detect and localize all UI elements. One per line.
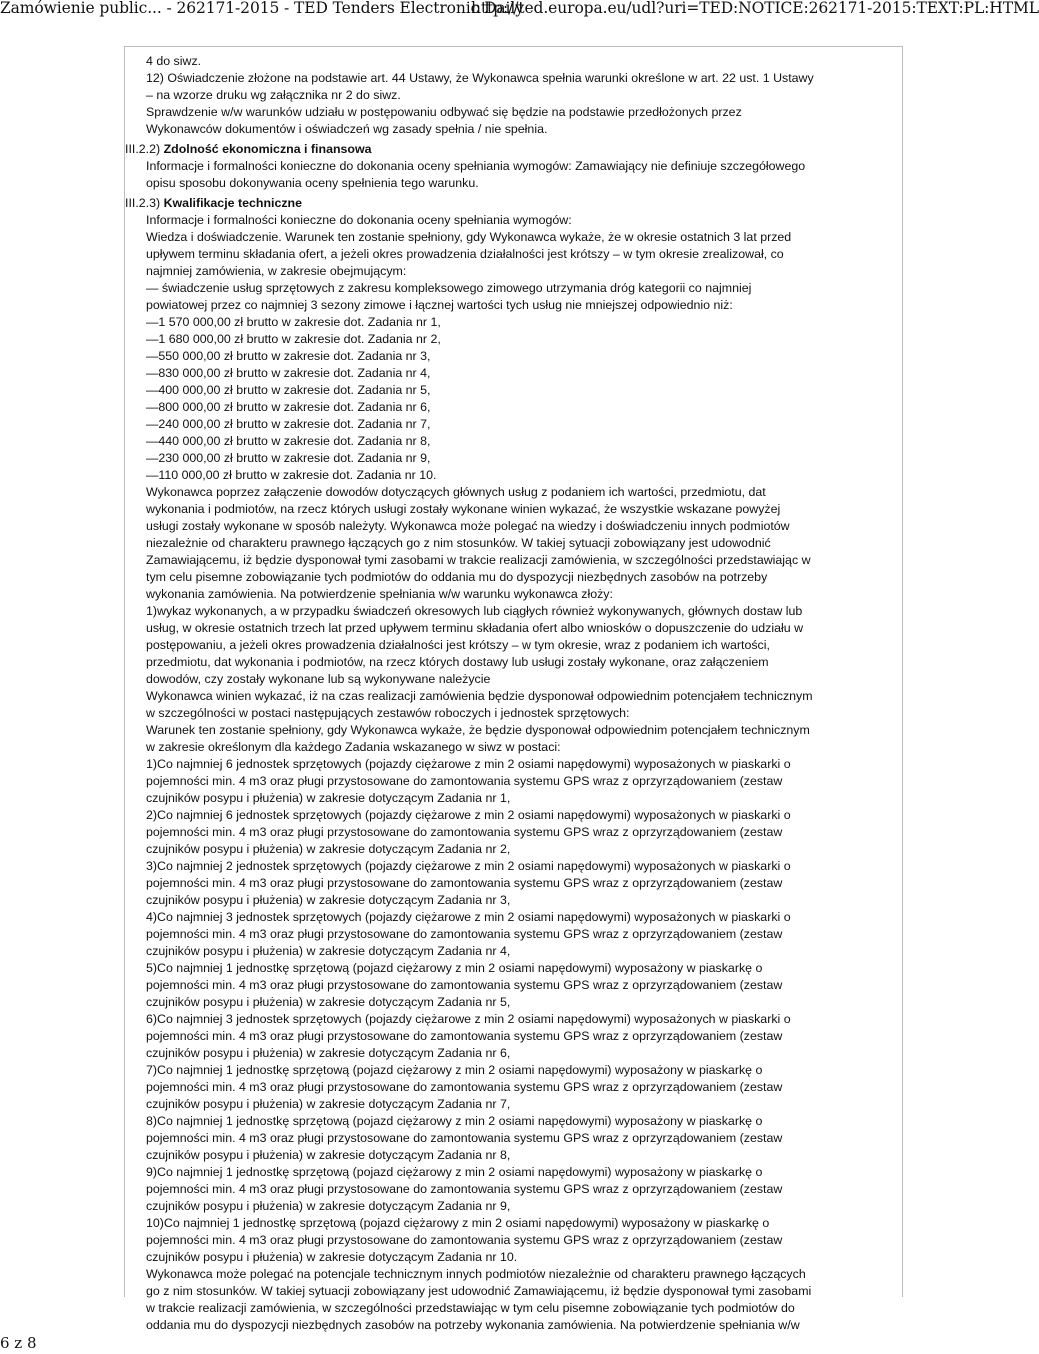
text-line: Sprawdzenie w/w warunków udziału w postępowaniu odbywać się będzie na podstawie przedłożonych przez	[146, 105, 742, 119]
text-line: Informacje i formalności konieczne do dokonania oceny spełniania wymogów:	[146, 213, 572, 227]
section-title: Kwalifikacje techniczne	[163, 196, 303, 210]
text-line: —1 680 000,00 zł brutto w zakresie dot. Zadania nr 2,	[146, 332, 441, 346]
section-prefix: III.2.	[125, 142, 150, 156]
text-line: najmniej zamówienia, w zakresie obejmującym:	[146, 264, 407, 278]
text-line: 4 do siwz.	[146, 54, 202, 68]
text-line: 3)Co najmniej 2 jednostek sprzętowych (pojazdy ciężarowe z min 2 osiami napędowymi) wyposażonych w piaskarki o	[146, 859, 791, 873]
text-line: 12) Oświadczenie złożone na podstawie art. 44 Ustawy, że Wykonawca spełnia warunki określone w art. 22 ust. 1 Ustawy	[146, 71, 814, 85]
section-title: Zdolność ekonomiczna i finansowa	[163, 142, 372, 156]
technical-capacity-text	[146, 212, 886, 1334]
text-line: —440 000,00 zł brutto w zakresie dot. Zadania nr 8,	[146, 434, 431, 448]
text-line: czujników posypu i płużenia) w zakresie dotyczącym Zadania nr 6,	[146, 1046, 511, 1060]
section-number: 2)	[149, 142, 161, 156]
text-line: Informacje i formalności konieczne do dokonania oceny spełniania wymogów: Zamawiający nie definiuje szczegółowego	[146, 159, 806, 173]
section-number: 3)	[149, 196, 161, 210]
text-line: Wykonawców dokumentów i oświadczeń wg zasady spełnia / nie spełnia.	[146, 122, 548, 136]
text-line: 2)Co najmniej 6 jednostek sprzętowych (pojazdy ciężarowe z min 2 osiami napędowymi) wyposażonych w piaskarki o	[146, 808, 791, 822]
text-line: pojemności min. 4 m3 oraz pługi przystosowane do zamontowania systemu GPS wraz z oprzyrządowaniem (zestaw	[146, 774, 783, 788]
text-line: —110 000,00 zł brutto w zakresie dot. Zadania nr 10.	[146, 468, 437, 482]
page-url: http://ted.europa.eu/udl?uri=TED:NOTICE:262171-2015:TEXT:PL:HTML	[471, 0, 1039, 17]
print-header	[0, 0, 1039, 18]
section-prefix: III.2.	[125, 196, 150, 210]
text-line: 5)Co najmniej 1 jednostkę sprzętową (pojazd ciężarowy z min 2 osiami napędowymi) wyposażony w piaskarkę o	[146, 961, 763, 975]
text-line: czujników posypu i płużenia) w zakresie dotyczącym Zadania nr 5,	[146, 995, 511, 1009]
financial-capacity-text	[146, 158, 886, 192]
text-line: 10)Co najmniej 1 jednostkę sprzętową (pojazd ciężarowy z min 2 osiami napędowymi) wyposażony w piaskarkę o	[146, 1216, 770, 1230]
text-line: pojemności min. 4 m3 oraz pługi przystosowane do zamontowania systemu GPS wraz z oprzyrządowaniem (zestaw	[146, 1233, 783, 1247]
text-line: czujników posypu i płużenia) w zakresie dotyczącym Zadania nr 2,	[146, 842, 511, 856]
text-line: pojemności min. 4 m3 oraz pługi przystosowane do zamontowania systemu GPS wraz z oprzyrządowaniem (zestaw	[146, 978, 783, 992]
section-iii-2-3-heading	[125, 195, 885, 212]
text-line: oddania mu do dyspozycji niezbędnych zasobów na potrzeby wykonania zamówienia. Na potwierdzenie spełniania w/w	[146, 1318, 800, 1332]
text-line: 6)Co najmniej 3 jednostek sprzętowych (pojazdy ciężarowe z min 2 osiami napędowymi) wyposażonych w piaskarki o	[146, 1012, 791, 1026]
text-line: —830 000,00 zł brutto w zakresie dot. Zadania nr 4,	[146, 366, 431, 380]
text-line: 1)wykaz wykonanych, a w przypadku świadczeń okresowych lub ciągłych również wykonywanych, głównych dostaw lub	[146, 604, 803, 618]
text-line: czujników posypu i płużenia) w zakresie dotyczącym Zadania nr 9,	[146, 1199, 511, 1213]
text-line: czujników posypu i płużenia) w zakresie dotyczącym Zadania nr 7,	[146, 1097, 511, 1111]
text-line: —1 570 000,00 zł brutto w zakresie dot. Zadania nr 1,	[146, 315, 441, 329]
text-line: czujników posypu i płużenia) w zakresie dotyczącym Zadania nr 8,	[146, 1148, 511, 1162]
text-line: w trakcie realizacji zamówienia, w szczególności przedstawiając w tym celu pisemne zobowiązanie tych podmiotów do	[146, 1301, 795, 1315]
text-line: 7)Co najmniej 1 jednostkę sprzętową (pojazd ciężarowy z min 2 osiami napędowymi) wyposażony w piaskarkę o	[146, 1063, 763, 1077]
text-line: pojemności min. 4 m3 oraz pługi przystosowane do zamontowania systemu GPS wraz z oprzyrządowaniem (zestaw	[146, 1182, 783, 1196]
text-line: usługi zostały wykonane w sposób należyty. Wykonawca może polegać na wiedzy i doświadczeniu innych podmiotów	[146, 519, 790, 533]
text-line: pojemności min. 4 m3 oraz pługi przystosowane do zamontowania systemu GPS wraz z oprzyrządowaniem (zestaw	[146, 1131, 783, 1145]
conditions-text-block	[146, 53, 886, 138]
text-line: Wykonawca może polegać na potencjale technicznym innych podmiotów niezależnie od charakteru prawnego łączących	[146, 1267, 806, 1281]
text-line: wykonania zamówienia. Na potwierdzenie spełniania w/w warunku wykonawca złoży:	[146, 587, 613, 601]
section-iii-2-2-heading	[125, 141, 885, 158]
text-line: upływem terminu składania ofert, a jeżeli okres prowadzenia działalności jest krótszy – w tym okresie zrealizował, co	[146, 247, 784, 261]
page-number: 6 z 8	[0, 1334, 37, 1352]
text-line: Wykonawca winien wykazać, iż na czas realizacji zamówienia będzie dysponował odpowiednim potencjałem technicznym	[146, 689, 813, 703]
text-line: pojemności min. 4 m3 oraz pługi przystosowane do zamontowania systemu GPS wraz z oprzyrządowaniem (zestaw	[146, 1029, 783, 1043]
text-line: usług, w okresie ostatnich trzech lat przed upływem terminu składania ofert albo wniosków o dopuszczenie do udziału w	[146, 621, 804, 635]
text-line: —800 000,00 zł brutto w zakresie dot. Zadania nr 6,	[146, 400, 431, 414]
text-line: opisu sposobu dokonywania oceny spełnienia tego warunku.	[146, 176, 479, 190]
text-line: czujników posypu i płużenia) w zakresie dotyczącym Zadania nr 4,	[146, 944, 511, 958]
text-line: go z nim stosunków. W takiej sytuacji zobowiązany jest udowodnić Zamawiającemu, iż będzie dysponował tymi zasobami	[146, 1284, 812, 1298]
page-title: Zamówienie public... - 262171-2015 - TED Tenders Electronic Daily	[0, 0, 524, 17]
text-line: w zakresie określonym dla każdego Zadania wskazanego w siwz w postaci:	[146, 740, 561, 754]
text-line: pojemności min. 4 m3 oraz pługi przystosowane do zamontowania systemu GPS wraz z oprzyrządowaniem (zestaw	[146, 927, 783, 941]
text-line: 9)Co najmniej 1 jednostkę sprzętową (pojazd ciężarowy z min 2 osiami napędowymi) wyposażony w piaskarkę o	[146, 1165, 763, 1179]
text-line: 8)Co najmniej 1 jednostkę sprzętową (pojazd ciężarowy z min 2 osiami napędowymi) wyposażony w piaskarkę o	[146, 1114, 763, 1128]
text-line: — świadczenie usług sprzętowych z zakresu kompleksowego zimowego utrzymania dróg kategorii co najmniej	[146, 281, 752, 295]
text-line: pojemności min. 4 m3 oraz pługi przystosowane do zamontowania systemu GPS wraz z oprzyrządowaniem (zestaw	[146, 876, 783, 890]
text-line: Warunek ten zostanie spełniony, gdy Wykonawca wykaże, że będzie dysponował odpowiednim potencjałem technicznym	[146, 723, 810, 737]
text-line: —230 000,00 zł brutto w zakresie dot. Zadania nr 9,	[146, 451, 431, 465]
text-line: powiatowej przez co najmniej 3 sezony zimowe i łącznej wartości tych usług nie mniejszej odpowiednio niż:	[146, 298, 733, 312]
text-line: pojemności min. 4 m3 oraz pługi przystosowane do zamontowania systemu GPS wraz z oprzyrządowaniem (zestaw	[146, 1080, 783, 1094]
text-line: 1)Co najmniej 6 jednostek sprzętowych (pojazdy ciężarowe z min 2 osiami napędowymi) wyposażonych w piaskarki o	[146, 757, 791, 771]
text-line: czujników posypu i płużenia) w zakresie dotyczącym Zadania nr 10.	[146, 1250, 518, 1264]
text-line: przedmiotu, dat wykonania i podmiotów, na rzecz których dostawy lub usługi zostały wykonane, oraz załączeniem	[146, 655, 769, 669]
text-line: —240 000,00 zł brutto w zakresie dot. Zadania nr 7,	[146, 417, 431, 431]
text-line: Zamawiającemu, iż będzie dysponował tymi zasobami w trakcie realizacji zamówienia, w szczególności przedstawiając w	[146, 553, 811, 567]
text-line: —550 000,00 zł brutto w zakresie dot. Zadania nr 3,	[146, 349, 431, 363]
text-line: pojemności min. 4 m3 oraz pługi przystosowane do zamontowania systemu GPS wraz z oprzyrządowaniem (zestaw	[146, 825, 783, 839]
text-line: – na wzorze druku wg załącznika nr 2 do siwz.	[146, 88, 401, 102]
text-line: czujników posypu i płużenia) w zakresie dotyczącym Zadania nr 3,	[146, 893, 511, 907]
text-line: wykonania i podmiotów, na rzecz których usługi zostały wykonane winien wykazać, że wszystkie wskazane powyżej	[146, 502, 781, 516]
text-line: Wykonawca poprzez załączenie dowodów dotyczących głównych usług z podaniem ich wartości, przedmiotu, dat	[146, 485, 766, 499]
text-line: 4)Co najmniej 3 jednostek sprzętowych (pojazdy ciężarowe z min 2 osiami napędowymi) wyposażonych w piaskarki o	[146, 910, 791, 924]
text-line: tym celu pisemne zobowiązanie tych podmiotów do oddania mu do dyspozycji niezbędnych zasobów na potrzeby	[146, 570, 768, 584]
text-line: —400 000,00 zł brutto w zakresie dot. Zadania nr 5,	[146, 383, 431, 397]
text-line: niezależnie od charakteru prawnego łączących go z nim stosunków. W takiej sytuacji zobowiązany jest udowodnić	[146, 536, 771, 550]
text-line: Wiedza i doświadczenie. Warunek ten zostanie spełniony, gdy Wykonawca wykaże, że w okresie ostatnich 3 lat przed	[146, 230, 792, 244]
text-line: postępowaniu, a jeżeli okres prowadzenia działalności jest krótszy – w tym okresie, wraz z podaniem ich wartości,	[146, 638, 770, 652]
text-line: czujników posypu i płużenia) w zakresie dotyczącym Zadania nr 1,	[146, 791, 511, 805]
text-line: dowodów, czy zostały wykonane lub są wykonywane należycie	[146, 672, 491, 686]
text-line: w szczególności w postaci następujących zestawów roboczych i jednostek sprzętowych:	[146, 706, 630, 720]
